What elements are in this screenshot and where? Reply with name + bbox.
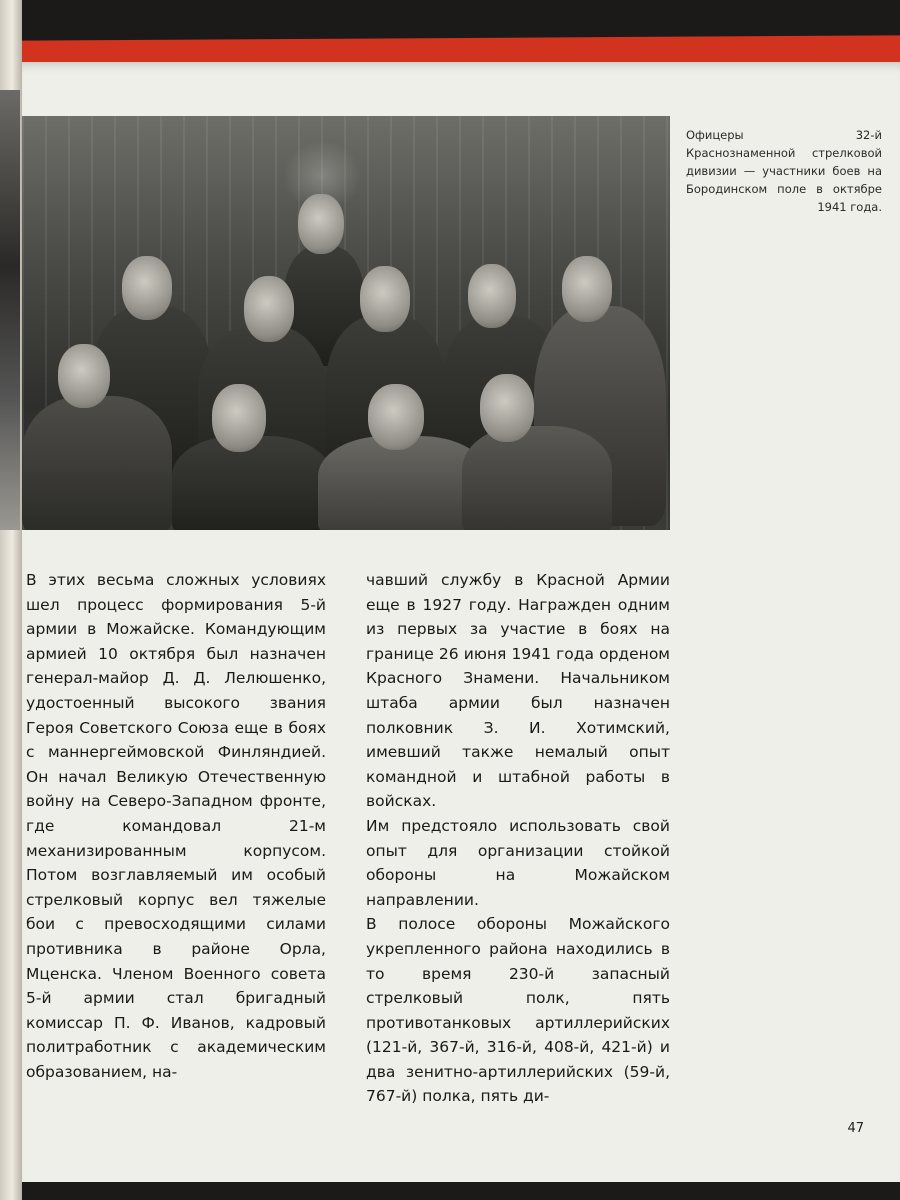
person-face — [212, 384, 266, 452]
person-silhouette — [462, 426, 612, 530]
text-column-right — [366, 568, 670, 1109]
text-column-left — [22, 568, 326, 1084]
person-face — [368, 384, 424, 450]
group-photo — [22, 116, 670, 530]
paragraph: В этих весьма сложных условиях шел процесс формирования 5-й армии в Можайске. Командующим армией 10 октября был назначен генерал-майор Д. Д. Лелюшенко, удостоенный высокого звания Героя Советского Союза еще в боях с маннергеймовской Финляндией. Он начал Великую Отечественную войну на Северо-Западном фронте, где командовал 21-м механизированным корпусом. Потом возглавляемый им особый стрелковый корпус вел тяжелые бои с превосходящими силами противника в районе Орла, Мценска. Членом Военного совета 5-й армии стал бригадный комиссар П. Ф. Иванов, кадровый политработник с академическим образованием, на- — [26, 571, 326, 1081]
person-silhouette — [22, 396, 172, 530]
person-face — [480, 374, 534, 442]
person-face — [562, 256, 612, 322]
person-face — [244, 276, 294, 342]
paragraph: В полосе обороны Можайского укрепленного района находились в то время 230-й запасный стрелковый полк, пять противотанковых артиллерийских (121-й, 367-й, 316-й, 408-й, 421-й) и два зенитно-артиллерийских (59-й, 767-й) полка, пять ди- — [366, 915, 670, 1106]
person-face — [122, 256, 172, 320]
page-number: 47 — [847, 1121, 864, 1136]
person-silhouette — [172, 436, 332, 530]
facing-page-photo-edge — [0, 90, 20, 530]
person-face — [58, 344, 110, 408]
paragraph: чавший службу в Красной Армии еще в 1927 году. Награжден одним из первых за участие в боях на границе 26 июня 1941 года орденом Красного Знамени. Начальником штаба армии был назначен полковник З. И. Хотимский, имевший также немалый опыт командной и штабной работы в войсках. — [366, 571, 670, 811]
paragraph: Им предстояло использовать свой опыт для организации стойкой обороны на Можайском направлении. — [366, 816, 670, 909]
photo-caption: Офицеры 32-й Краснознаменной стрелковой дивизии — участники боев на Бородинском поле в октябре 1941 года. — [686, 128, 882, 214]
person-face — [298, 194, 344, 254]
book-page — [22, 62, 900, 1182]
person-face — [360, 266, 410, 332]
person-face — [468, 264, 516, 328]
